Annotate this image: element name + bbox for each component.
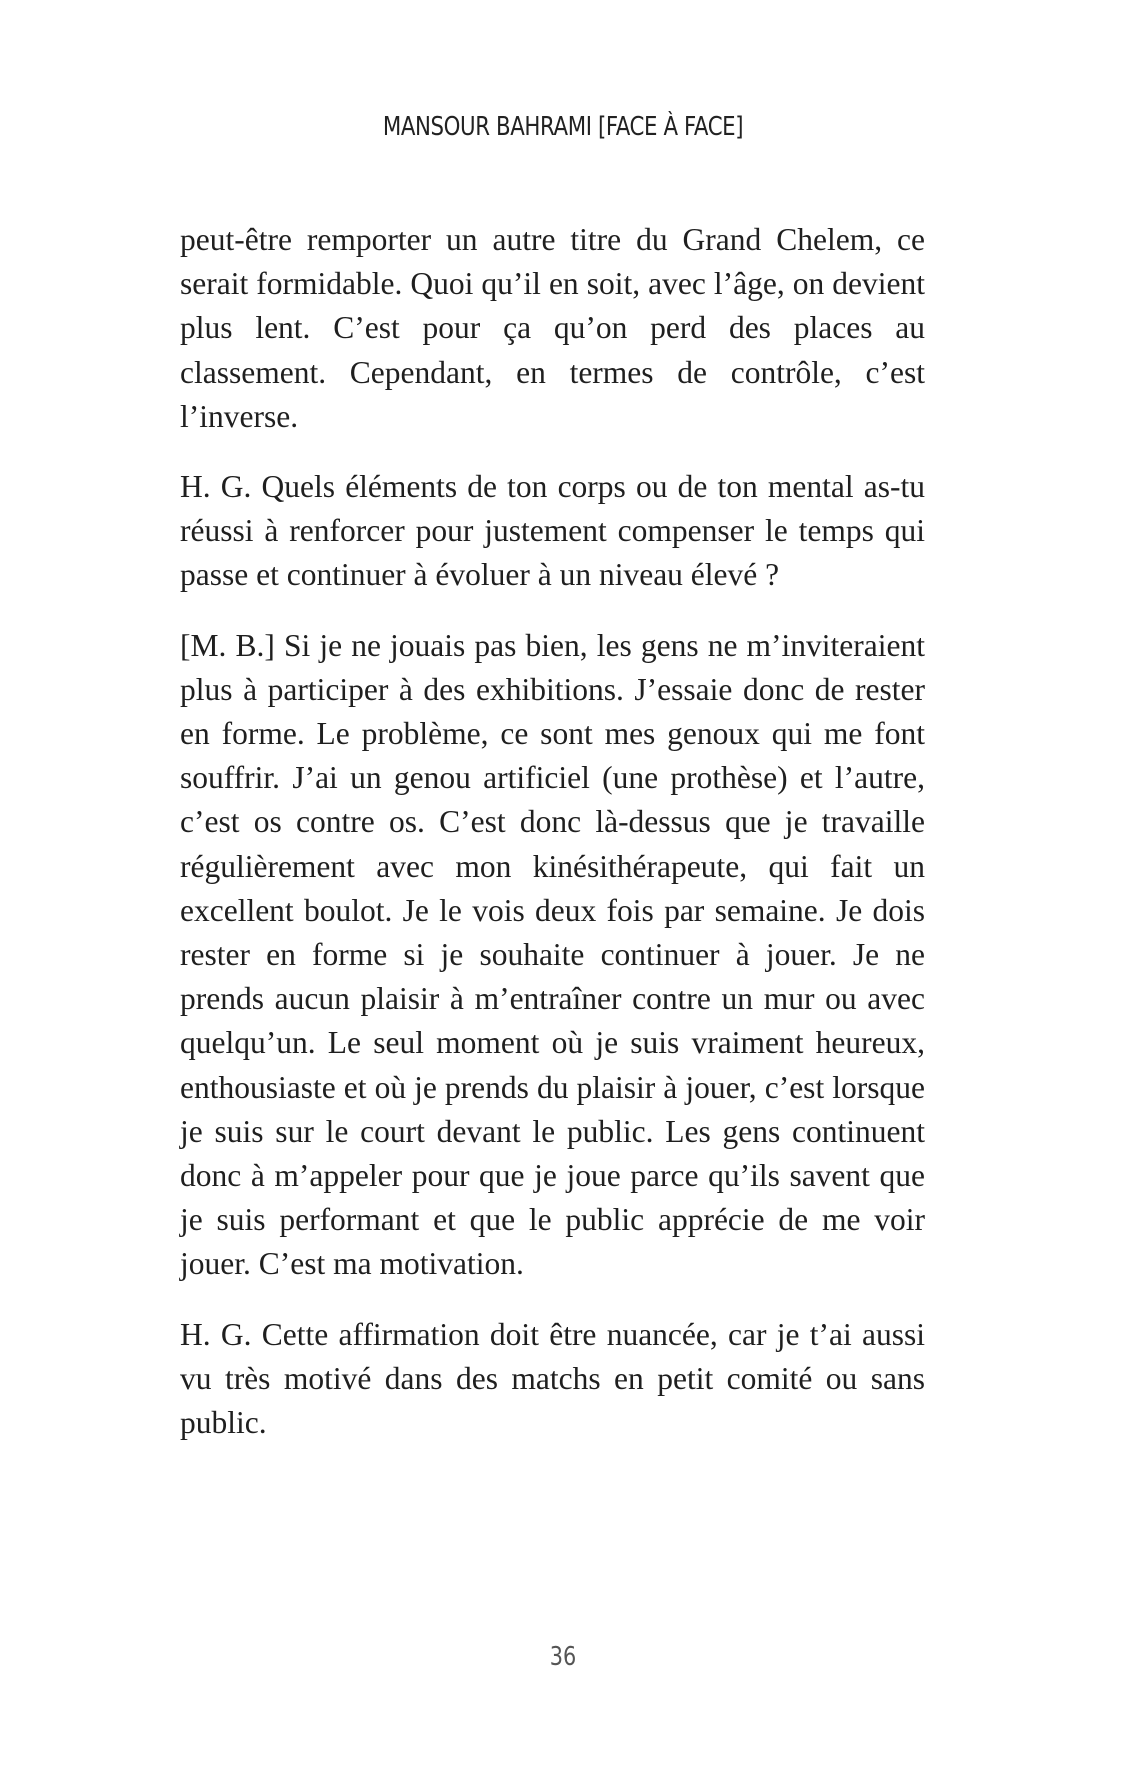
paragraph-remark-hg: H. G. Cette affirmation doit être nuancée, car je t’ai aussi vu très motivé dans des matchs en petit comité ou sans public.	[180, 1316, 925, 1441]
paragraph-question-hg: H. G. Quels éléments de ton corps ou de ton mental as-tu réussi à renforcer pour justement compenser le temps qui passe et continuer à évoluer à un niveau élevé ?	[180, 469, 925, 593]
page-number: 36	[549, 1642, 577, 1672]
running-header: MANSOUR BAHRAMI [FACE À FACE]	[382, 112, 744, 142]
paragraph-continuation: peut-être remporter un autre titre du Grand Chelem, ce serait formidable. Quoi qu’il en soit, avec l’âge, on devient plus lent. C’est pour ça qu’on perd des places au classement. Cependant, en termes de contrôle, c’est l’inverse.	[180, 222, 925, 434]
body-text	[180, 218, 925, 1471]
paragraph-answer-mb: [M. B.] Si je ne jouais pas bien, les gens ne m’inviteraient plus à participer à des exhibitions. J’essaie donc de rester en forme. Le problème, ce sont mes genoux qui me font souffrir. J’ai un genou artificiel (une prothèse) et l’autre, c’est os contre os. C’est donc là-dessus que je travaille régulièrement avec mon kinésithérapeute, qui fait un excellent boulot. Je le vois deux fois par semaine. Je dois rester en forme si je souhaite continuer à jouer. Je ne prends aucun plaisir à m’entraîner contre un mur ou avec quelqu’un. Le seul moment où je suis vraiment heureux, enthousiaste et où je prends du plaisir à jouer, c’est lorsque je suis sur le court devant le public. Les gens continuent donc à m’appeler pour que je joue parce qu’ils savent que je suis performant et que le public apprécie de me voir jouer. C’est ma motivation.	[180, 627, 925, 1282]
